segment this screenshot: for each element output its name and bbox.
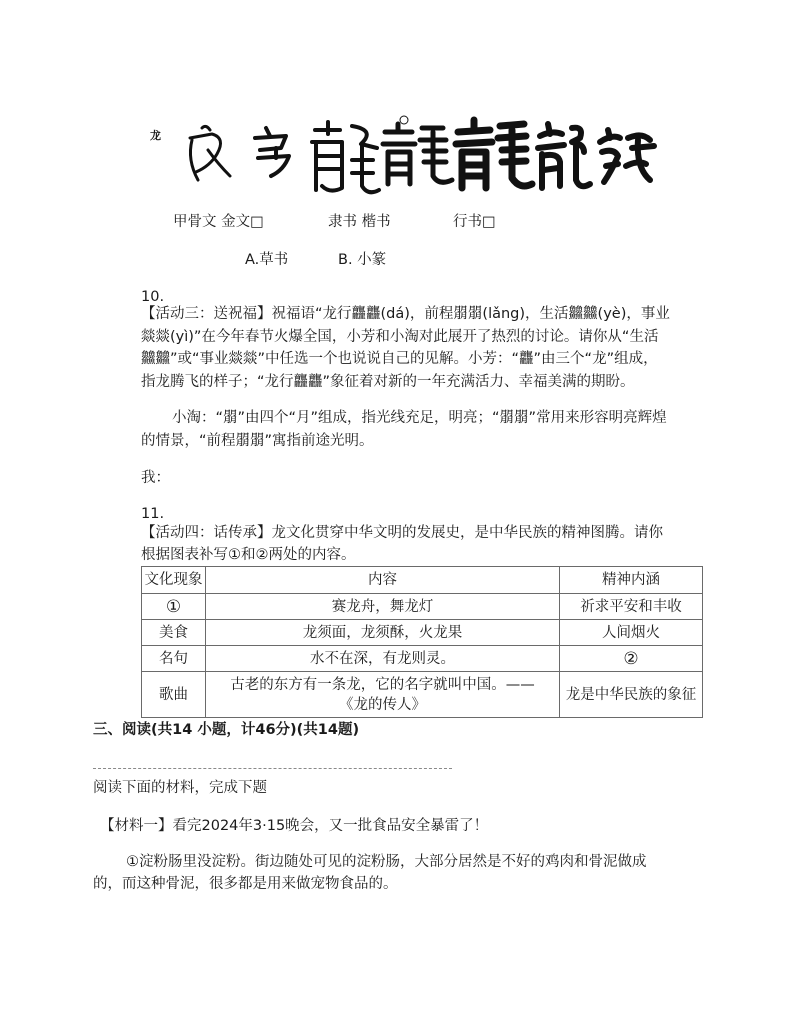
table-cell-content xyxy=(206,672,560,718)
table-cell-phenomenon: 歌曲 xyxy=(142,672,206,718)
answer-label-me: 我： xyxy=(141,470,170,486)
table-cell-meaning: 人间烟火 xyxy=(560,620,703,646)
option-a: A.草书 xyxy=(245,252,289,268)
question-10-line: 䲜䲜”或“事业燚燚”中任选一个也说说自己的见解。小芳：“龘”由三个“龙”组成， xyxy=(141,351,658,367)
table-cell-content-line: 《龙的传人》 xyxy=(339,696,426,713)
calligraphy-glyph-regular xyxy=(456,120,532,188)
table-cell-meaning: 祈求平安和丰收 xyxy=(560,594,703,620)
question-11-line: 根据图表补写①和②两处的内容。 xyxy=(141,547,356,563)
dragon-culture-table xyxy=(141,566,703,718)
table-header-cell: 文化现象 xyxy=(142,567,206,594)
script-name-clerical-regular: 隶书 楷书 xyxy=(328,214,391,230)
question-10-line: 【活动三：送祝福】祝福语“龙行龘龘(dá)，前程朤朤(lǎng)，生活䲜䲜(yè)，事业 xyxy=(141,306,670,322)
question-10-number: 10. xyxy=(141,289,165,305)
xiaotao-line: 的情景，“前程朤朤”寓指前途光明。 xyxy=(141,433,374,449)
table-cell-meaning: ② xyxy=(560,646,703,672)
section-3-title: 三、阅读(共14 小题，计46分)(共14题) xyxy=(93,722,360,738)
calligraphy-glyph-running xyxy=(538,124,590,188)
table-cell-phenomenon: ① xyxy=(142,594,206,620)
reading-instruction: 阅读下面的材料，完成下题 xyxy=(93,780,267,796)
table-row xyxy=(142,620,703,646)
table-cell-content: 龙须面，龙须酥，火龙果 xyxy=(206,620,560,646)
material-1-paragraph-line: 的，而这种骨泥，很多都是用来做宠物食品的。 xyxy=(93,876,398,892)
table-header-cell: 内容 xyxy=(206,567,560,594)
dragon-calligraphy-figure xyxy=(180,108,660,200)
option-b: B. 小篆 xyxy=(338,252,387,268)
table-row xyxy=(142,646,703,672)
table-cell-content: 水不在深，有龙则灵。 xyxy=(206,646,560,672)
question-10-line: 指龙腾飞的样子；“龙行龘龘”象征着对新的一年充满活力、幸福美满的期盼。 xyxy=(141,374,635,390)
figure-label: 龙 xyxy=(150,129,161,142)
material-1-title: 【材料一】看完2024年3·15晚会，又一批食品安全暴雷了！ xyxy=(100,818,489,834)
table-cell-phenomenon: 美食 xyxy=(142,620,206,646)
table-cell-content-line: 古老的东方有一条龙，它的名字就叫中国。—— xyxy=(230,676,535,693)
table-header-row xyxy=(142,567,703,594)
figure-marker-circle xyxy=(400,116,408,124)
calligraphy-glyph-seal xyxy=(312,122,379,192)
script-name-oracle-bronze: 甲骨文 金文□ xyxy=(173,214,264,230)
calligraphy-glyph-clerical xyxy=(383,124,452,184)
table-row xyxy=(142,594,703,620)
table-row xyxy=(142,672,703,718)
material-1-paragraph-line: ①淀粉肠里没淀粉。街边随处可见的淀粉肠，大部分居然是不好的鸡肉和骨泥做成 xyxy=(126,854,647,870)
table-cell-meaning: 龙是中华民族的象征 xyxy=(560,672,703,718)
question-10-line: 燚燚(yì)”在今年春节火爆全国，小芳和小淘对此展开了热烈的讨论。请你从“生活 xyxy=(141,329,659,345)
table-header-cell: 精神内涵 xyxy=(560,567,703,594)
dashed-divider xyxy=(93,768,452,769)
table-cell-phenomenon: 名句 xyxy=(142,646,206,672)
calligraphy-glyph-bronze xyxy=(255,128,289,176)
question-11-line: 【活动四：话传承】龙文化贯穿中华文明的发展史，是中华民族的精神图腾。请你 xyxy=(141,525,663,541)
calligraphy-glyph-cursive xyxy=(600,130,654,182)
calligraphy-glyph-oracle xyxy=(190,126,230,180)
xiaotao-line: 小淘：“朤”由四个“月”组成，指光线充足，明亮；“朤朤”常用来形容明亮辉煌 xyxy=(172,410,667,426)
question-11-number: 11. xyxy=(141,506,165,522)
script-name-running: 行书□ xyxy=(453,214,496,230)
table-cell-content: 赛龙舟，舞龙灯 xyxy=(206,594,560,620)
